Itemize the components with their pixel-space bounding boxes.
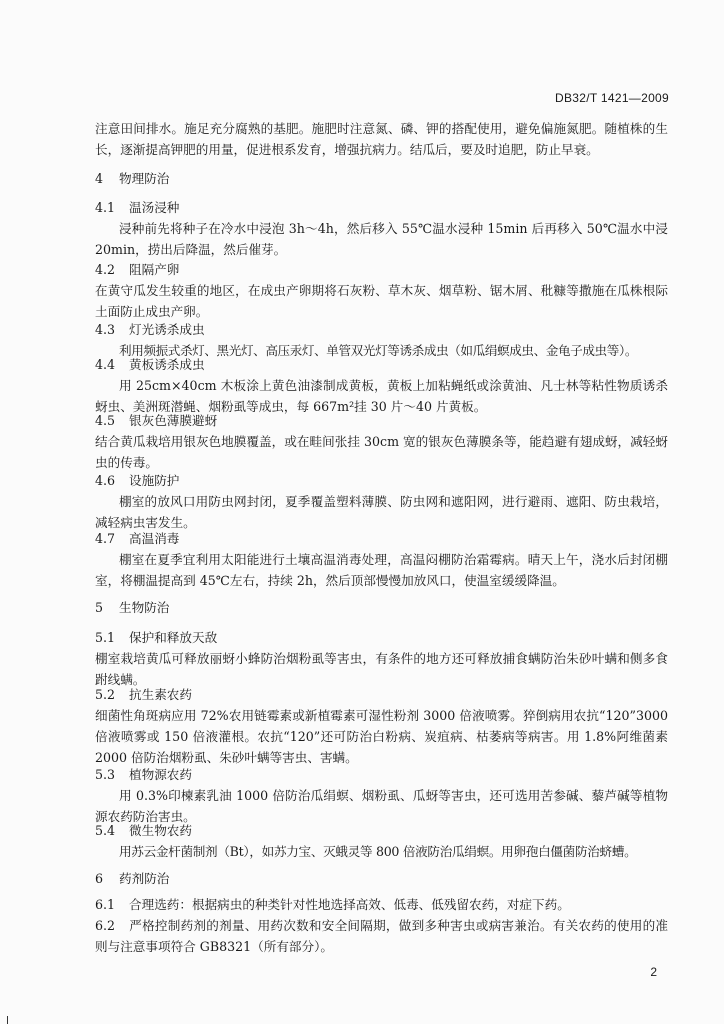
document-code: DB32/T 1421—2009: [555, 91, 669, 105]
clause-number: 5.4: [95, 823, 116, 838]
section-title: 物理防治: [119, 171, 170, 186]
clause-number: 5.3: [95, 767, 116, 782]
clause-5-1: [95, 627, 668, 690]
clause-4-2: [95, 259, 668, 322]
clause-number: 5.1: [95, 630, 116, 645]
page-number: 2: [650, 965, 657, 979]
section-4-heading: [95, 168, 668, 189]
section-number: 5: [95, 600, 104, 615]
clause-title: 微生物农药: [129, 823, 192, 838]
clause-title: 植物源农药: [129, 767, 192, 782]
clause-text: 用苏云金杆菌制剂（Bt），如苏力宝、灭蛾灵等 800 倍液防治瓜绢螟。用卵孢白僵菌防治蛴螬。: [119, 844, 637, 859]
clause-title: 高温消毒: [129, 531, 180, 546]
clause-number: 5.2: [95, 687, 116, 702]
clause-text: 浸种前先将种子在冷水中浸泡 3h～4h，然后移入 55℃温水浸种 15min 后再移入 50℃温水中浸20min，捞出后降温，然后催芽。: [95, 221, 668, 257]
section-number: 4: [95, 171, 104, 186]
clause-title: 银灰色薄膜避蚜: [129, 413, 218, 428]
clause-4-4: [95, 354, 668, 417]
clause-5-2: [95, 684, 668, 768]
clause-title: 阻隔产卵: [129, 262, 180, 277]
clause-number: 4.4: [95, 357, 116, 372]
clause-text: 在黄守瓜发生较重的地区，在成虫产卵期将石灰粉、草木灰、烟草粉、锯木屑、秕糠等撒施在瓜株根际土面防止成虫产卵。: [95, 283, 668, 319]
clause-text: 严格控制药剂的剂量、用药次数和安全间隔期，做到多种害虫或病害兼治。有关农药的使用的准则与注意事项符合 GB8321（所有部分）。: [95, 918, 668, 954]
margin-mark: [7, 1016, 8, 1024]
clause-number: 6.2: [95, 918, 116, 933]
clause-number: 4.7: [95, 531, 116, 546]
clause-number: 4.6: [95, 473, 116, 488]
clause-title: 设施防护: [129, 473, 180, 488]
clause-title: 保护和释放天敌: [129, 630, 218, 645]
clause-number: 4.2: [95, 262, 116, 277]
clause-text: 棚室在夏季宜利用太阳能进行土壤高温消毒处理，高温闷棚防治霜霉病。晴天上午，浇水后封闭棚室，将棚温提高到 45℃左右，持续 2h，然后顶部慢慢加放风口，使温室缓缓降温。: [95, 552, 668, 588]
clause-text: 棚室栽培黄瓜可释放丽蚜小蜂防治烟粉虱等害虫，有条件的地方还可释放捕食螨防治朱砂叶螨和侧多食跗线螨。: [95, 651, 668, 687]
clause-5-3: [95, 764, 668, 827]
clause-text: 利用频振式杀灯、黑光灯、高压汞灯、单管双光灯等诱杀成虫（如瓜绢螟成虫、金龟子成虫等）。: [119, 343, 638, 358]
clause-4-6: [95, 470, 668, 533]
clause-text: 棚室的放风口用防虫网封闭，夏季覆盖塑料薄膜、防虫网和遮阳网，进行避雨、遮阳、防虫栽培，减轻病虫害发生。: [95, 494, 668, 530]
section-6-heading: [95, 868, 668, 889]
clause-4-7: [95, 528, 668, 591]
clause-number: 6.1: [95, 897, 116, 912]
clause-5-4: [95, 820, 668, 862]
clause-text: 用 0.3%印楝素乳油 1000 倍防治瓜绢螟、烟粉虱、瓜蚜等害虫，还可选用苦参碱、藜芦碱等植物源农药防治害虫。: [95, 788, 668, 824]
clause-number: 4.3: [95, 322, 116, 337]
clause-4-1: [95, 197, 668, 260]
clause-text: 细菌性角斑病应用 72%农用链霉素或新植霉素可湿性粉剂 3000 倍液喷雾。猝倒病用农抗“120”3000倍液喷雾或 150 倍液灌根。农抗“120”还可防治白粉病、炭疽病、枯萎病等病害。用 1.8%阿维菌素2000 倍防治烟粉虱、朱砂叶螨等害虫、害螨。: [95, 708, 668, 765]
section-5-heading: [95, 597, 668, 618]
clause-title: 抗生素农药: [129, 687, 192, 702]
section-title: 药剂防治: [119, 871, 170, 886]
clause-title: 温汤浸种: [129, 200, 180, 215]
clause-text: 结合黄瓜栽培用银灰色地膜覆盖，或在畦间张挂 30cm 宽的银灰色薄膜条等，能趋避有翅成蚜，减轻蚜虫的传毒。: [95, 434, 668, 470]
section-number: 6: [95, 871, 104, 886]
clause-title: 灯光诱杀成虫: [129, 322, 205, 337]
section-title: 生物防治: [119, 600, 170, 615]
clause-6-2: [95, 915, 668, 957]
clause-4-5: [95, 410, 668, 473]
clause-title: 黄板诱杀成虫: [129, 357, 205, 372]
clause-text: 用 25cm×40cm 木板涂上黄色油漆制成黄板，黄板上加粘蝇纸或涂黄油、凡士林等粘性物质诱杀蚜虫、美洲斑潜蝇、烟粉虱等成虫，每 667m²挂 30 片～40 片黄板。: [95, 378, 668, 414]
clause-number: 4.1: [95, 200, 116, 215]
intro-text: 注意田间排水。施足充分腐熟的基肥。施肥时注意氮、磷、钾的搭配使用，避免偏施氮肥。随植株的生长，逐渐提高钾肥的用量，促进根系发育，增强抗病力。结瓜后，要及时追肥，防止早衰。: [95, 121, 668, 157]
clause-6-1: [95, 894, 668, 915]
intro-paragraph: [95, 118, 668, 160]
clause-number: 4.5: [95, 413, 116, 428]
clause-text: 合理选药：根据病虫的种类针对性地选择高效、低毒、低残留农药，对症下药。: [129, 897, 570, 912]
